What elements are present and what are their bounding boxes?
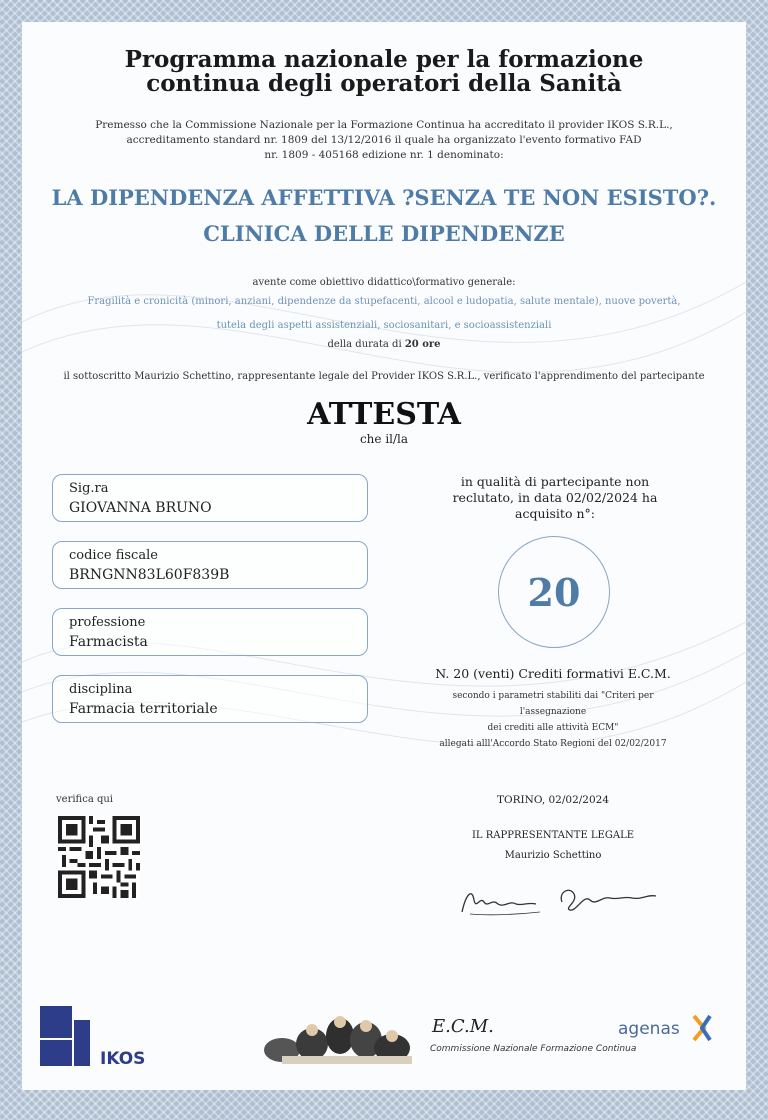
signature: [452, 874, 672, 920]
qualita-line-1: in qualità di partecipante non: [460, 474, 650, 489]
verifica-label: verifica qui: [56, 794, 113, 805]
participant-cf: BRNGNN83L60F839B: [69, 567, 230, 583]
credits-text: N. 20 (venti) Crediti formativi E.C.M.: [435, 666, 671, 681]
durata: [22, 338, 746, 352]
field-professione: [52, 608, 368, 656]
title-line-1: Programma nazionale per la formazione: [124, 46, 644, 73]
page-title: [22, 48, 746, 96]
param-line-4: allegati alll'Accordo Stato Regioni del 02/02/2017: [439, 739, 667, 749]
svg-text:IKOS: IKOS: [100, 1049, 146, 1068]
qualita-line-2: reclutato, in data 02/02/2024 ha: [452, 490, 658, 505]
premessa-text: [82, 118, 686, 163]
obiettivo-line-2: tutela degli aspetti assistenziali, sociosanitari, e socioassistenziali: [216, 320, 552, 331]
obiettivo-intro: avente come obiettivo didattico\formativo generale:: [252, 277, 516, 288]
premessa-line-3: nr. 1809 - 405168 edizione nr. 1 denominato:: [264, 149, 504, 161]
luogo-data: TORINO, 02/02/2024: [496, 794, 610, 806]
field-codice-fiscale: [52, 541, 368, 589]
qr-code-icon[interactable]: [58, 816, 140, 898]
credits-number: 20: [527, 569, 581, 615]
attesta-sub: che il/la: [359, 432, 409, 446]
obiettivo-line-1: Fragilità e cronicità (minori, anziani, dipendenze da stupefacenti, alcool e ludopatia, salute mentale), nuove povertà,: [87, 296, 681, 307]
qualita-line-3: acquisito n°:: [515, 506, 595, 521]
course-title-line-1: LA DIPENDENZA AFFETTIVA ?SENZA TE NON ESISTO?.: [51, 185, 717, 210]
durata-prefix: della durata di: [327, 339, 405, 350]
field-name-label: Sig.ra: [69, 481, 109, 496]
anatomy-lesson-illustration: [262, 1006, 432, 1066]
field-disciplina: [52, 675, 368, 723]
qualita-text: [432, 474, 678, 522]
field-disciplina-label: disciplina: [69, 682, 133, 697]
durata-value: 20 ore: [404, 339, 441, 350]
participant-professione: Farmacista: [69, 634, 148, 650]
param-line-3: dei crediti alle attività ECM": [487, 723, 619, 733]
rappresentante: [418, 826, 688, 866]
premessa-line-1: Premesso che la Commissione Nazionale per la Formazione Continua ha accreditato il provider IKOS S.R.L.,: [95, 119, 673, 131]
agenas-logo: [618, 1010, 728, 1046]
course-title: [42, 180, 726, 252]
title-line-2: continua degli operatori della Sanità: [146, 70, 622, 97]
obiettivo-text: [32, 290, 736, 338]
field-cf-label: codice fiscale: [69, 548, 158, 563]
premessa-line-2: accreditamento standard nr. 1809 del 13/12/2016 il quale ha organizzato l'evento formativo FAD: [126, 134, 642, 146]
rappresentante-nome: Maurizio Schettino: [504, 850, 602, 861]
participant-disciplina: Farmacia territoriale: [69, 701, 218, 717]
sottoscritto-text: il sottoscritto Maurizio Schettino, rappresentante legale del Provider IKOS S.R.L., verificato l'apprendimento del partecipante: [63, 371, 705, 382]
certificate-page: [22, 22, 746, 1090]
ikos-logo: [40, 1006, 160, 1068]
participant-name: GIOVANNA BRUNO: [69, 500, 212, 516]
svg-text:agenas: agenas: [618, 1019, 680, 1039]
attesta-heading: ATTESTA: [307, 397, 461, 432]
credits-circle: [498, 536, 610, 648]
credits-parameters: [418, 688, 688, 752]
field-professione-label: professione: [69, 615, 146, 630]
param-line-1: secondo i parametri stabiliti dai "Criteri per: [452, 691, 654, 701]
ecm-title: E.C.M.: [432, 1016, 494, 1037]
ecm-subtitle: Commissione Nazionale Formazione Continua: [430, 1044, 637, 1054]
course-title-line-2: CLINICA DELLE DIPENDENZE: [203, 221, 565, 246]
rappresentante-ruolo: IL RAPPRESENTANTE LEGALE: [471, 830, 635, 841]
field-name: [52, 474, 368, 522]
param-line-2: l'assegnazione: [519, 707, 587, 717]
